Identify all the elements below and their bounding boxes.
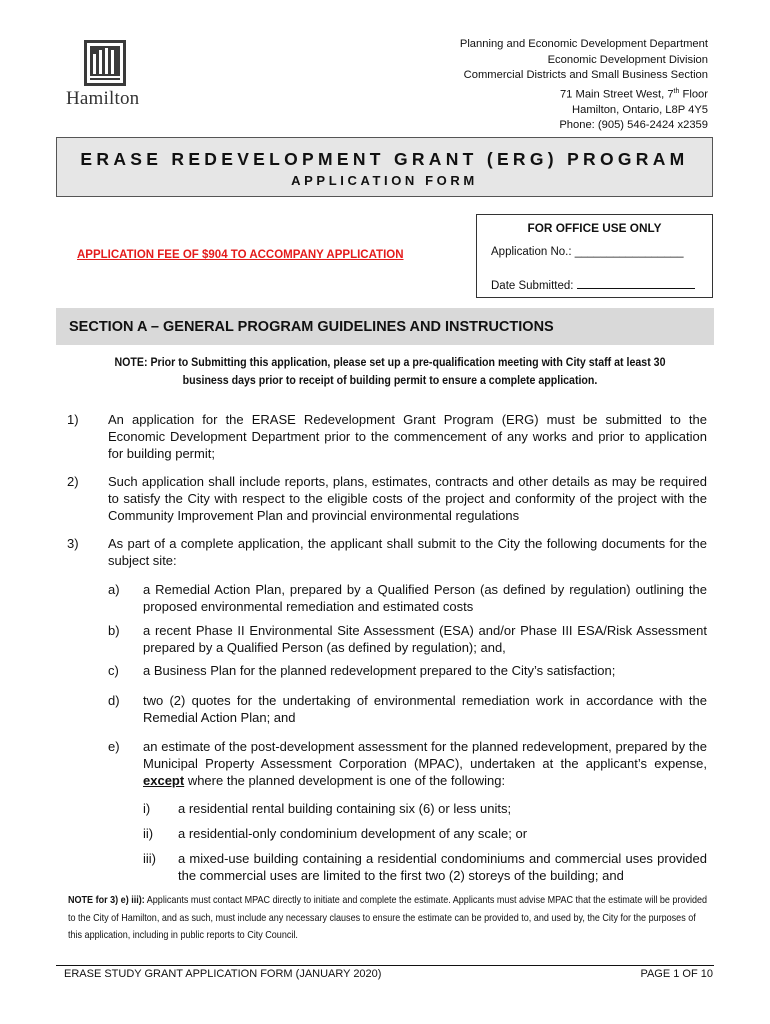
list-item: a residential rental building containing six (6) or less units; — [178, 801, 512, 816]
roman-number: i) — [143, 801, 151, 816]
list-item: two (2) quotes for the undertaking of environmental remediation work in accordance with the Remedial Action Plan; and — [143, 693, 707, 725]
application-fee-notice: APPLICATION FEE OF $904 TO ACCOMPANY APPLICATION — [77, 249, 404, 261]
roman-number: ii) — [143, 826, 154, 841]
address-line: Economic Development Division — [547, 53, 708, 66]
list-item: An application for the ERASE Redevelopment Grant Program (ERG) must be submitted to the Economic Development Department prior to the commencement of any works and prior to application for building permit; — [108, 412, 707, 461]
list-item: a residential-only condominium development of any scale; or — [178, 826, 528, 841]
item-number: 1) — [67, 412, 79, 427]
section-a-title: SECTION A – GENERAL PROGRAM GUIDELINES AND INSTRUCTIONS — [69, 319, 554, 335]
address-line: Commercial Districts and Small Business Section — [463, 69, 708, 81]
subitem-letter: e) — [108, 739, 120, 754]
roman-number: iii) — [143, 851, 156, 866]
office-use-box — [476, 214, 713, 298]
prequalification-note: NOTE: Prior to Submitting this application, please set up a pre-qualification meeting with City staff at least 30 business days prior to receipt of building permit to ensure a complete application. — [114, 355, 666, 387]
page-number: PAGE 1 OF 10 — [640, 968, 713, 980]
list-item: a Business Plan for the planned redevelopment prepared to the City’s satisfaction; — [143, 663, 616, 678]
address-line: Hamilton, Ontario, L8P 4Y5 — [572, 103, 708, 116]
address-line: Planning and Economic Development Department — [459, 38, 708, 50]
subitem-letter: a) — [108, 582, 120, 597]
subitem-letter: c) — [108, 663, 119, 678]
mpac-note: NOTE for 3) e) iii): Applicants must contact MPAC directly to initiate and complete the estimate. Applicants must advise MPAC that the estimate will be provided to the City of Hamilton, and as such, must include any necessary clauses to ensure the estimate can be provided to, and used by, the City for the purposes of this application, including in public reports to City Council. — [68, 894, 708, 941]
city-hall-icon — [84, 40, 126, 86]
list-item: a recent Phase II Environmental Site Assessment (ESA) and/or Phase III ESA/Risk Assessment prepared by a Qualified Person (as defined by regulation); and, — [143, 623, 707, 655]
phone: Phone: (905) 546-2424 x2359 — [559, 119, 708, 132]
hamilton-logo — [64, 40, 150, 112]
list-item: As part of a complete application, the applicant shall submit to the City the following documents for the subject site: — [108, 536, 707, 568]
item-number: 2) — [67, 474, 79, 489]
form-subtitle: APPLICATION FORM — [291, 173, 478, 188]
office-use-heading: FOR OFFICE USE ONLY — [527, 221, 662, 235]
application-number-field[interactable]: Application No.: _________________ — [491, 246, 684, 258]
program-title: ERASE REDEVELOPMENT GRANT (ERG) PROGRAM — [80, 149, 689, 169]
logo-text: Hamilton — [66, 88, 140, 109]
list-item: an estimate of the post-development assessment for the planned redevelopment, prepared by the Municipal Property Assessment Corporation (MPAC), undertaken at the applicant’s expense, except where the planned development is one of the following: — [143, 739, 707, 788]
address-line: 71 Main Street West, 7th Floor — [559, 87, 708, 101]
department-address — [460, 37, 708, 134]
list-item: Such application shall include reports, plans, estimates, contracts and other details as may be required to satisfy the City with respect to the eligible costs of the project and conformity of the project with the Community Improvement Plan and provincial environmental regulations — [108, 474, 707, 523]
item-number: 3) — [67, 536, 79, 551]
section-a-header — [56, 308, 714, 345]
subitem-letter: b) — [108, 623, 120, 638]
date-submitted-field[interactable]: Date Submitted: — [491, 278, 695, 292]
list-item: a Remedial Action Plan, prepared by a Qualified Person (as defined by regulation) outlining the proposed environmental remediation and estimated costs — [143, 582, 707, 614]
subitem-letter: d) — [108, 693, 120, 708]
title-box — [56, 137, 713, 197]
footer-form-title: ERASE STUDY GRANT APPLICATION FORM (JANUARY 2020) — [64, 968, 382, 980]
list-item: a mixed-use building containing a residential condominiums and commercial uses provided the commercial uses are limited to the first two (2) storeys of the building; and — [178, 851, 707, 883]
footer-divider — [56, 965, 714, 966]
